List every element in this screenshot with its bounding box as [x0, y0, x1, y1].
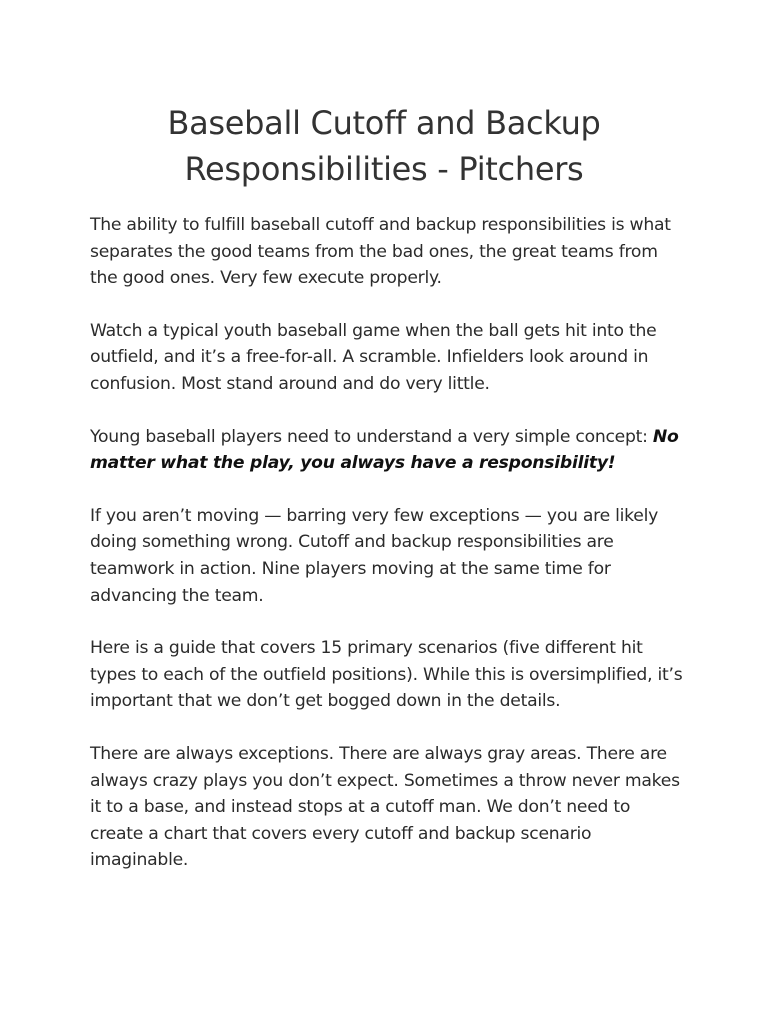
paragraph-moving [90, 503, 686, 609]
paragraph-text: Here is a guide that covers 15 primary scenarios (five different hit types to each of the outfield positions). While this is oversimplified, it’s important that we don’t get bogged down in the details. [90, 638, 683, 712]
document-title: Baseball Cutoff and Backup Responsibilities - Pitchers [167, 104, 601, 188]
paragraph-text: If you aren’t moving — barring very few exceptions — you are likely doing something wrong. Cutoff and backup responsibilities are teamwork in action. Nine players moving at the same time for advancing the team. [90, 505, 659, 606]
paragraph-text: The ability to fulfill baseball cutoff and backup responsibilities is what separates the good teams from the bad ones, the great teams from the good ones. Very few execute properly. [90, 215, 671, 289]
paragraph-guide [90, 635, 686, 715]
paragraph-text: There are always exceptions. There are always gray areas. There are always crazy plays you don’t expect. Sometimes a throw never makes it to a base, and instead stops at a cutoff man. We don’t need to create a chart that covers every cutoff and backup scenario imaginable. [90, 743, 680, 871]
paragraph-youth-game [90, 318, 686, 398]
paragraph-text: Watch a typical youth baseball game when the ball gets hit into the outfield, and it’s a free-for-all. A scramble. Infielders look around in confusion. Most stand around and do very little. [90, 320, 657, 394]
paragraph-concept [90, 424, 686, 477]
document-body [90, 212, 686, 900]
paragraph-intro [90, 212, 686, 292]
paragraph-text: Young baseball players need to understand a very simple concept: [90, 426, 653, 447]
paragraph-exceptions [90, 741, 686, 874]
emphasis-text: No matter what the play, you always have a responsibility! [90, 426, 679, 474]
